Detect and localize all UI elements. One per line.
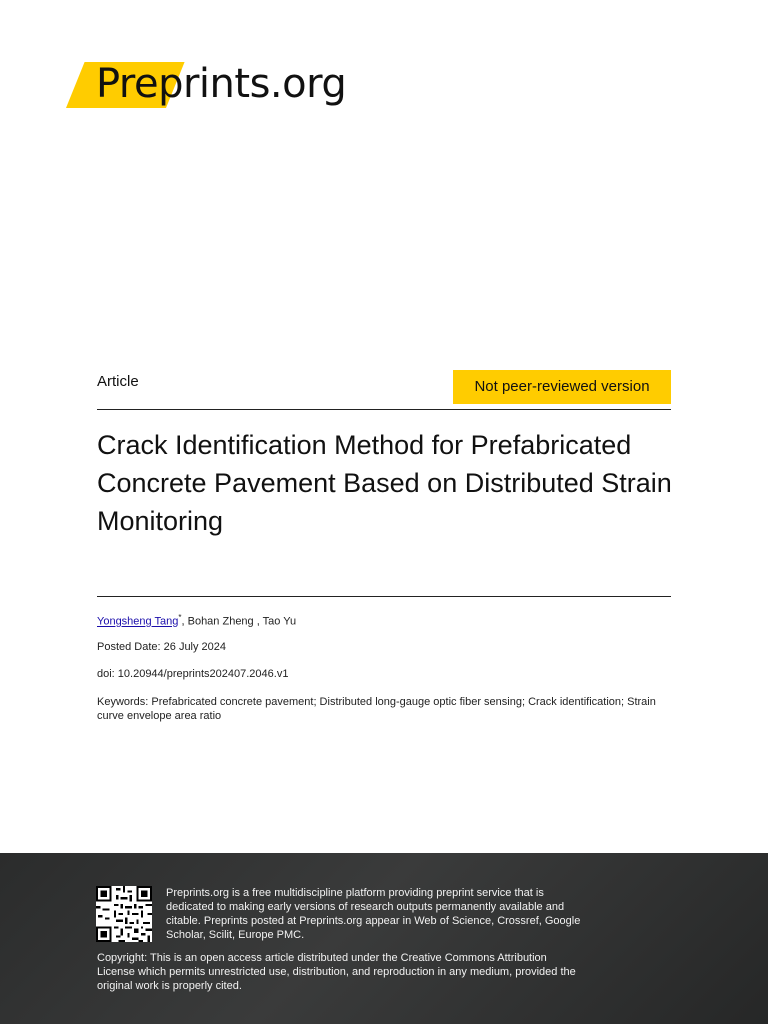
qr-code-icon[interactable] (96, 886, 152, 942)
logo-text (66, 60, 346, 108)
divider-bottom (97, 596, 671, 597)
logo-suffix: prints.org (158, 61, 347, 107)
other-authors: , Bohan Zheng , Tao Yu (181, 615, 297, 628)
footer-banner (0, 853, 768, 1024)
paper-title: Crack Identification Method for Prefabricated Concrete Pavement Based on Distributed Strain Monitoring (97, 430, 672, 536)
article-type-label: Article (97, 373, 139, 390)
author-list (97, 613, 296, 628)
keywords: Keywords: Prefabricated concrete pavement; Distributed long-gauge optic fiber sensing; Crack identification; Strain curve envelope area ratio (97, 696, 656, 722)
author-link[interactable]: Yongsheng Tang (97, 615, 179, 628)
doi-text[interactable]: doi: 10.20944/preprints202407.2046.v1 (97, 668, 289, 680)
posted-date: Posted Date: 26 July 2024 (97, 641, 227, 653)
copyright-notice: Copyright: This is an open access article distributed under the Creative Commons Attribution License which permits unrestricted use, distribution, and reproduction in any medium, provided the original work is properly cited. (97, 952, 576, 992)
peer-review-status-badge: Not peer-reviewed version (453, 370, 671, 404)
platform-description: Preprints.org is a free multidiscipline platform providing preprint service that is dedicated to making early versions of research outputs permanently available and citable. Preprints posted at Preprints.org appear in Web of Science, Crossref, Google Scholar, Scilit, Europe PMC. (166, 887, 581, 941)
divider-top (97, 409, 671, 410)
preprints-logo[interactable] (66, 60, 346, 108)
logo-prefix: Pre (96, 61, 159, 107)
corresponding-author-mark: * (178, 613, 182, 622)
